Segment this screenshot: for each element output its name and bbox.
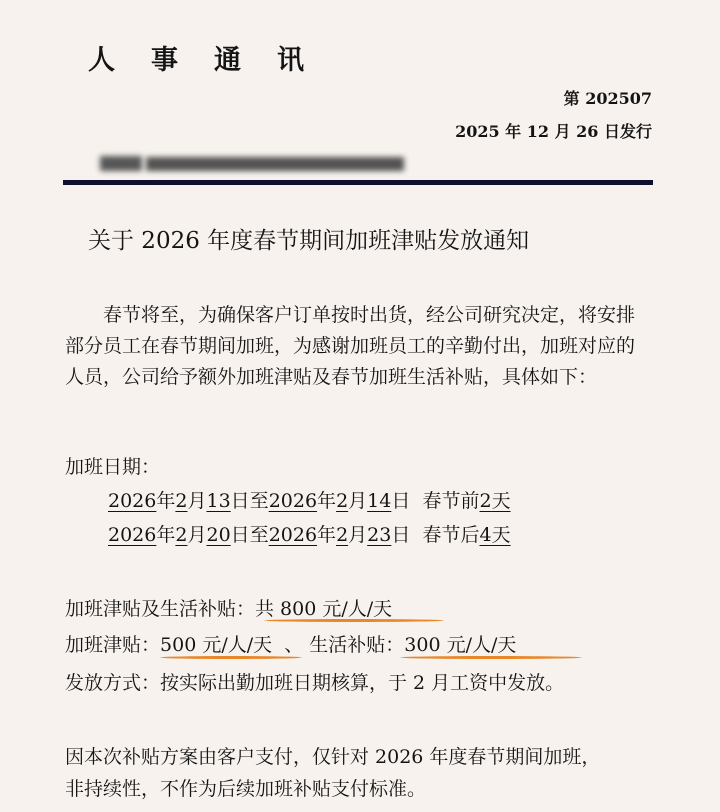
footer-note-line: 非持续性，不作为后续加班补贴支付标准。 <box>65 778 427 800</box>
payment-method-line <box>65 668 564 695</box>
total-allowance-label: 加班津贴及生活补贴： <box>65 598 256 620</box>
title-char: 事 <box>151 45 179 76</box>
highlight-stroke <box>160 656 302 659</box>
blurred-company-text <box>146 157 404 171</box>
notice-title: 关于 2026 年度春节期间加班津贴发放通知 <box>88 228 530 254</box>
issue-date: 2025 年 12 月 26 日发行 <box>455 122 652 141</box>
newsletter-title <box>88 38 340 77</box>
intro-text: 春节将至，为确保客户订单按时出货，经公司研究决定，将安排部分员工在春节期间加班，为感谢加班员工的辛勤付出，加班对应的人员，公司给予额外加班津贴及春节加班生活补贴，具体如下： <box>65 304 636 388</box>
date-row: 2026年2月13日至2026年2月14日 春节前2天 <box>108 490 511 512</box>
date-row: 2026年2月20日至2026年2月23日 春节后4天 <box>108 524 511 546</box>
redacted-block <box>100 156 142 171</box>
header-rule <box>63 180 653 185</box>
intro-paragraph <box>65 300 645 393</box>
title-char: 讯 <box>277 45 305 76</box>
total-allowance-line <box>65 594 392 621</box>
document-number: 第 202507 <box>563 89 652 108</box>
title-char: 人 <box>88 45 116 76</box>
highlight-stroke <box>400 656 582 659</box>
overtime-allowance-value: 500 元/人/天 <box>160 634 273 656</box>
allowance-breakdown-line <box>65 630 516 657</box>
company-name <box>100 156 404 173</box>
living-allowance-label: 生活补贴： <box>309 634 405 656</box>
footer-note-line: 因本次补贴方案由客户支付，仅针对 2026 年度春节期间加班， <box>65 746 601 768</box>
total-allowance-value: 共 800 元/人/天 <box>255 598 393 620</box>
separator: 、 <box>284 634 304 656</box>
payment-method-label: 发放方式： <box>65 672 161 694</box>
overtime-allowance-label: 加班津贴： <box>65 634 161 656</box>
title-char: 通 <box>214 45 242 76</box>
living-allowance-value: 300 元/人/天 <box>404 634 517 656</box>
overtime-dates-label: 加班日期： <box>65 456 161 478</box>
highlight-stroke <box>264 619 444 622</box>
payment-method-text: 按实际出勤加班日期核算，于 2 月工资中发放。 <box>160 672 565 694</box>
